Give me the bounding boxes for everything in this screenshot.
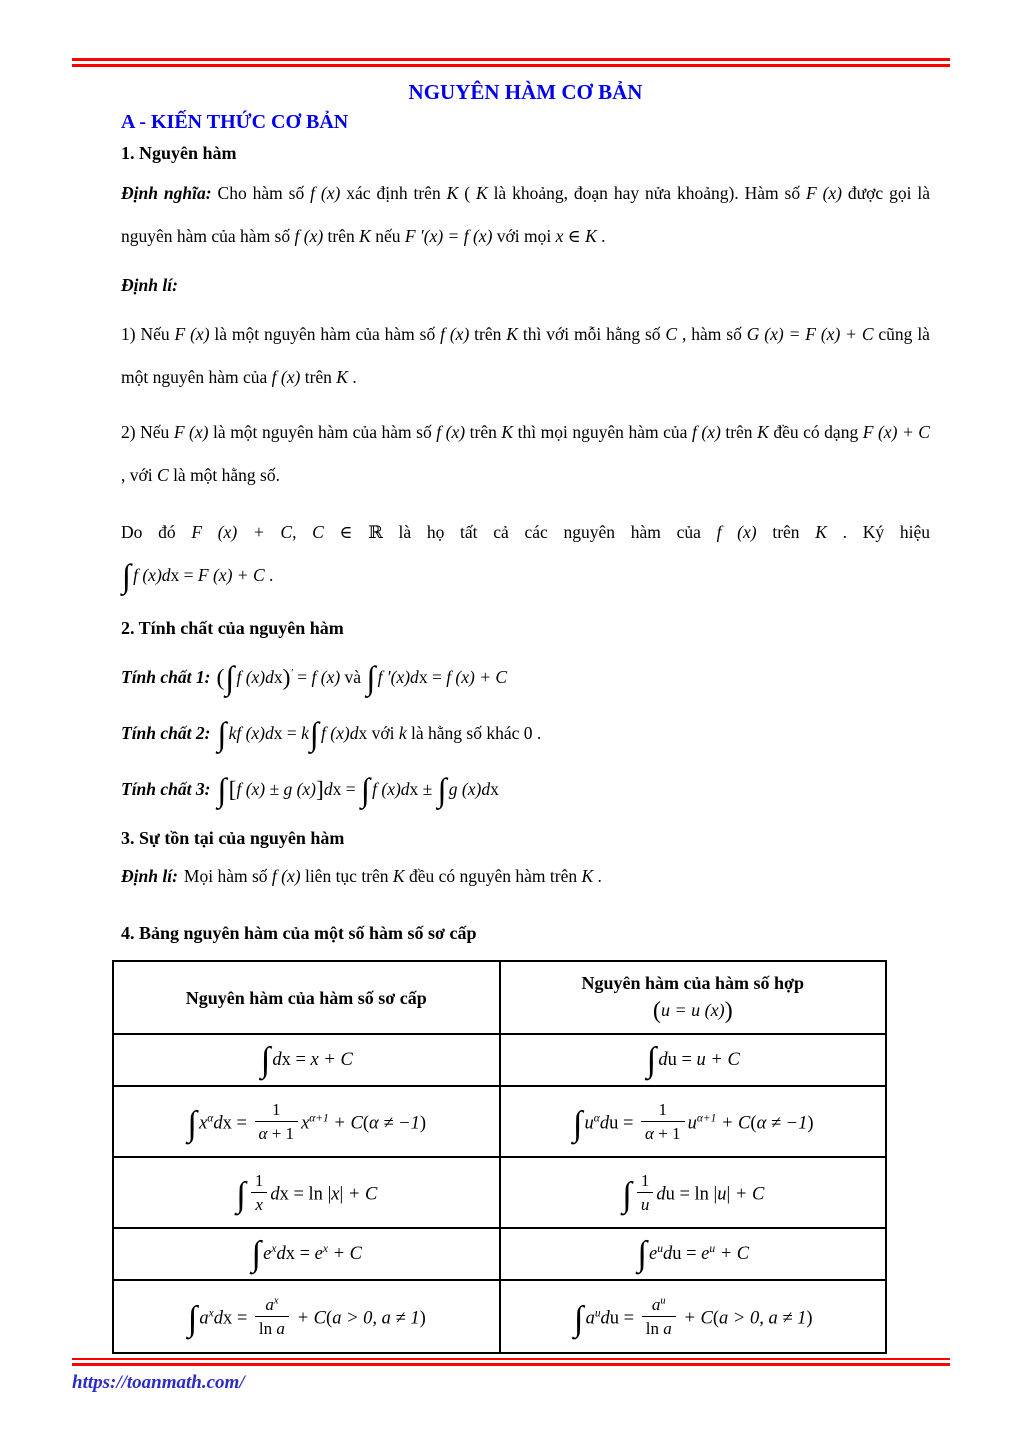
table-cell-r4-right: ∫ $e^udu = e^u + C$ bbox=[500, 1228, 887, 1280]
section-a-heading: A - KIẾN THỨC CƠ BẢN bbox=[121, 111, 349, 133]
table-cell-r1-left: ∫ dx = x + C bbox=[113, 1034, 500, 1086]
table-header-elementary-label: Nguyên hàm của hàm số sơ cấp bbox=[185, 987, 427, 1008]
tinh-chat-2-label: Tính chất 2: bbox=[121, 723, 211, 743]
footer-link[interactable]: https://toanmath.com/ bbox=[72, 1372, 245, 1393]
table-row bbox=[113, 1034, 886, 1086]
table-row bbox=[113, 1157, 886, 1228]
table-cell-r3-left: ∫ $\frac{1}{x}$ dx = ln |x| + C bbox=[113, 1157, 500, 1228]
dinh-nghia-paragraph bbox=[121, 172, 930, 258]
tinh-chat-1-formula: (∫ f (x)dx)′ = f (x) và ∫ f ′(x)dx = f (x) + C bbox=[216, 659, 508, 697]
tinh-chat-2 bbox=[121, 705, 930, 761]
table-cell-r5-right: ∫ $a^udu$ = $\frac{a^u}{\text{ln a}}$ + C(a > 0, a ≠ 1) bbox=[500, 1280, 887, 1353]
dinh-nghia-label: Định nghĩa: bbox=[121, 183, 212, 203]
table-row bbox=[113, 1086, 886, 1157]
heading-bang-nguyen-ham: 4. Bảng nguyên hàm của một số hàm số sơ cấp bbox=[121, 923, 477, 943]
theorem-item-2: 2) Nếu F (x) là một nguyên hàm của hàm số f (x) trên K thì mọi nguyên hàm của f (x) trên K đều có dạng F (x) + C , với C là một hằng số. bbox=[121, 422, 930, 485]
heading-su-ton-tai: 3. Sự tồn tại của nguyên hàm bbox=[121, 828, 345, 848]
table-header-composite bbox=[500, 961, 887, 1034]
table-cell-r1-right: ∫ du = u + C bbox=[500, 1034, 887, 1086]
heading-nguyen-ham: 1. Nguyên hàm bbox=[121, 143, 237, 163]
antiderivative-table bbox=[112, 960, 887, 1354]
table-cell-r2-left: ∫ $x^\alpha dx$ = $\frac{1}{\alpha + 1}$ $x^{\alpha+1} + C(\alpha \ne -1)$ bbox=[113, 1086, 500, 1157]
dinh-li-3-paragraph bbox=[121, 855, 930, 898]
tinh-chat-3-label: Tính chất 3: bbox=[121, 779, 211, 799]
table-cell-r2-right: ∫ $u^\alpha du$ = $\frac{1}{\alpha + 1}$ $u^{\alpha+1} + C(\alpha \ne -1)$ bbox=[500, 1086, 887, 1157]
table-row bbox=[113, 1228, 886, 1280]
heading-tinh-chat: 2. Tính chất của nguyên hàm bbox=[121, 618, 344, 638]
tinh-chat-1 bbox=[121, 649, 930, 705]
document-content bbox=[121, 80, 930, 1354]
table-cell-r5-left: ∫ $a^xdx$ = $\frac{a^x}{\text{ln a}}$ + C(a > 0, a ≠ 1) bbox=[113, 1280, 500, 1353]
theorem-item-1: 1) Nếu F (x) là một nguyên hàm của hàm số f (x) trên K thì với mỗi hằng số C , hàm số G (x) = F (x) + C cũng là một nguyên hàm của f (x) trên K . bbox=[121, 324, 930, 387]
table-cell-r4-left: ∫ $e^xdx = e^x + C$ bbox=[113, 1228, 500, 1280]
dinh-li-label: Định lí: bbox=[121, 275, 178, 295]
dinh-li-3-text: Mọi hàm số f (x) liên tục trên K đều có nguyên hàm trên K . bbox=[183, 866, 602, 886]
tinh-chat-3-formula: ∫[f (x) ± g (x)]dx = ∫ f (x)dx ± ∫ g (x)dx bbox=[217, 771, 499, 809]
dinh-nghia-text: Cho hàm số f (x) xác định trên K ( K là khoảng, đoạn hay nửa khoảng). Hàm số F (x) được gọi là nguyên hàm của hàm số f (x) trên K nếu F ′(x) = f (x) với mọi x ∈ K . bbox=[121, 183, 931, 246]
table-row bbox=[113, 1280, 886, 1353]
do-do-line-2: ∫ f (x)dx = F (x) + C . bbox=[122, 557, 274, 595]
tinh-chat-3 bbox=[121, 761, 930, 817]
table-header-composite-label: Nguyên hàm của hàm số hợp bbox=[581, 972, 804, 993]
table-cell-r3-right: ∫ $\frac{1}{u}$ du = ln |u| + C bbox=[500, 1157, 887, 1228]
table-header-composite-formula: (u = u (x)) bbox=[652, 996, 733, 1024]
tinh-chat-1-label: Tính chất 1: bbox=[121, 667, 211, 687]
page-title: NGUYÊN HÀM CƠ BẢN bbox=[408, 80, 643, 104]
table-header-row bbox=[113, 961, 886, 1034]
top-double-rule bbox=[72, 58, 950, 67]
table-header-elementary bbox=[113, 961, 500, 1034]
do-do-paragraph bbox=[121, 511, 930, 597]
dinh-li-paragraph bbox=[121, 264, 930, 307]
do-do-line-1: Do đó F (x) + C, C ∈ ℝ là họ tất cả các nguyên hàm của f (x) trên K . Ký hiệu bbox=[121, 522, 930, 542]
bottom-double-rule bbox=[72, 1358, 950, 1366]
tinh-chat-2-formula: ∫ kf (x)dx = k∫ f (x)dx với k là hằng số khác 0 . bbox=[217, 715, 542, 753]
dinh-li-3-label: Định lí: bbox=[121, 866, 178, 886]
